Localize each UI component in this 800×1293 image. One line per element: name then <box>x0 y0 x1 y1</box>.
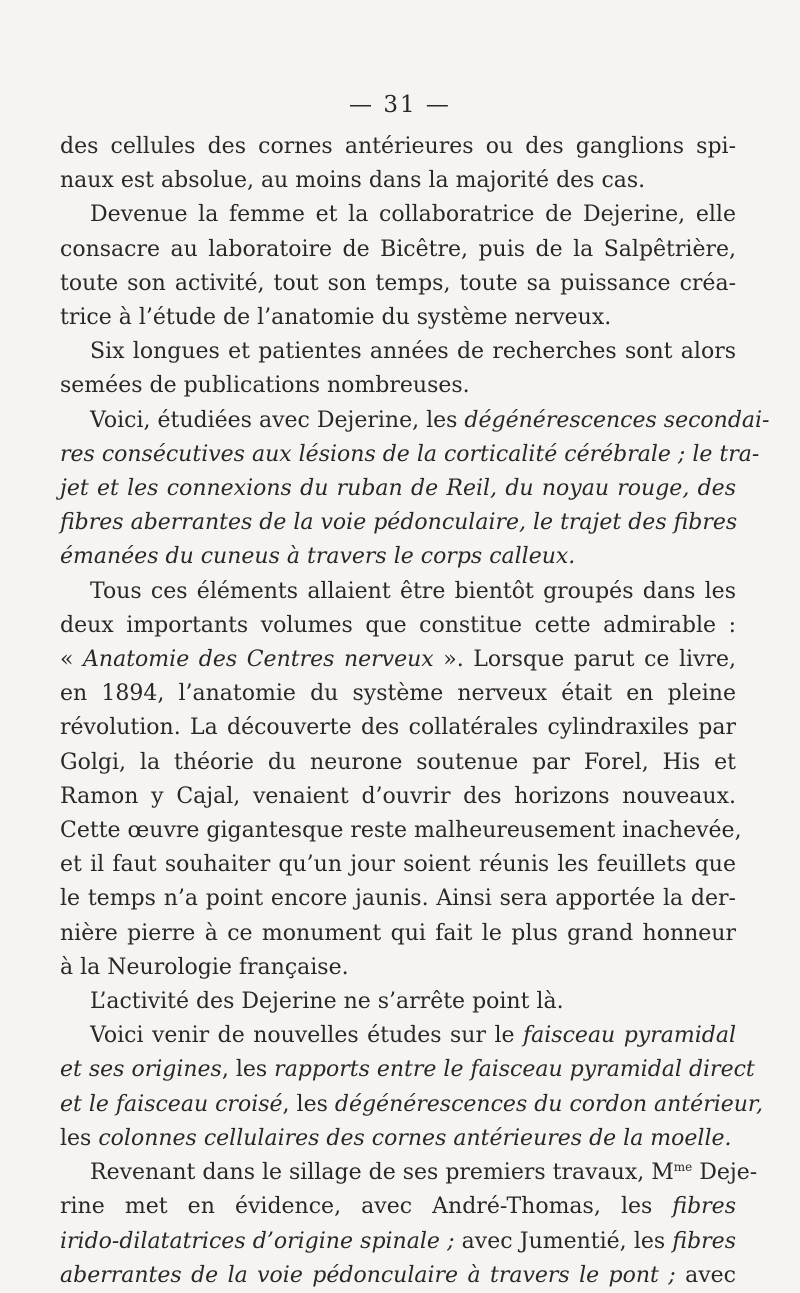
text-run: toute son activité, tout son temps, toute sa puissance créa- <box>60 270 736 296</box>
italic-text: rapports entre le faisceau pyramidal direct <box>274 1057 755 1083</box>
italic-text: fibres <box>672 1194 736 1220</box>
italic-text: colonnes cellulaires des cornes antérieures de la moelle. <box>98 1125 732 1151</box>
italic-text: res consécutives aux lésions de la corticalité cérébrale ; le tra- <box>60 441 760 467</box>
text-line <box>60 233 736 267</box>
text-run: deux importants volumes que constitue cette admirable : <box>60 612 736 638</box>
italic-text: et le faisceau croisé <box>60 1091 283 1117</box>
text-line <box>60 951 736 985</box>
text-run: consacre au laboratoire de Bicêtre, puis de la Salpêtrière, <box>60 236 736 262</box>
text-line <box>60 643 736 677</box>
text-run: , les <box>282 1091 335 1117</box>
text-line <box>60 1019 736 1053</box>
text-line <box>60 267 736 301</box>
italic-text: fibres <box>672 1228 736 1254</box>
text-line <box>60 780 736 814</box>
text-run: le temps n’a point encore jaunis. Ainsi sera apportée la der- <box>60 886 736 912</box>
text-line <box>60 985 736 1019</box>
text-line <box>60 711 736 745</box>
italic-text: faisceau pyramidal <box>523 1023 736 1049</box>
text-run: , les <box>221 1057 275 1083</box>
text-line <box>60 1122 736 1156</box>
text-line <box>60 438 760 472</box>
italic-text: Anatomie des Centres nerveux <box>83 647 434 673</box>
text-run: ». Lorsque parut ce livre, <box>433 647 737 673</box>
text-run: semées de publications nombreuses. <box>60 373 470 399</box>
text-run: trice à l’étude de l’anatomie du système nerveux. <box>60 305 612 331</box>
text-run: Deje- <box>692 1160 758 1186</box>
text-run: en 1894, l’anatomie du système nerveux était en pleine <box>60 681 736 707</box>
text-line <box>60 882 736 916</box>
text-line <box>60 746 736 780</box>
text-line <box>60 1156 758 1190</box>
text-line <box>60 540 736 574</box>
italic-text: émanées du cuneus à travers le corps calleux. <box>60 544 576 570</box>
text-run: Cette œuvre gigantesque reste malheureusement inachevée, <box>60 818 742 844</box>
text-line <box>60 404 770 438</box>
text-line <box>60 301 736 335</box>
text-line <box>60 472 736 506</box>
text-run: Devenue la femme et la collaboratrice de Dejerine, elle <box>90 202 736 228</box>
text-run: nière pierre à ce monument qui fait le plus grand honneur <box>60 920 736 946</box>
text-line <box>60 335 736 369</box>
text-line <box>60 164 736 198</box>
text-run: Revenant dans le sillage de ses premiers travaux, M <box>90 1160 674 1186</box>
text-run: L’activité des Dejerine ne s’arrête point là. <box>90 989 564 1015</box>
italic-text: et ses origines <box>60 1057 222 1083</box>
text-run: Voici venir de nouvelles études sur le <box>90 1023 524 1049</box>
text-line <box>60 1088 764 1122</box>
text-line <box>60 609 736 643</box>
text-line <box>60 369 736 403</box>
text-run: Ramon y Cajal, venaient d’ouvrir des horizons nouveaux. <box>60 783 736 809</box>
text-run: Golgi, la théorie du neurone soutenue par Forel, His et <box>60 749 736 775</box>
text-run: des cellules des cornes antérieures ou des ganglions spi- <box>60 134 736 159</box>
text-line <box>60 1259 736 1293</box>
text-line <box>60 575 736 609</box>
superscript: me <box>673 1160 693 1175</box>
text-line <box>60 1053 755 1087</box>
italic-text: dégénérescences secondai- <box>464 407 770 433</box>
text-run: Six longues et patientes années de recherches sont alors <box>90 339 736 365</box>
text-line <box>60 814 742 848</box>
body-text <box>60 130 770 1293</box>
text-line <box>60 677 736 711</box>
text-run: et il faut souhaiter qu’un jour soient réunis les feuillets que <box>60 852 736 878</box>
italic-text: jet et les connexions du ruban de Reil, du noyau rouge, des <box>60 476 736 502</box>
text-run: Tous ces éléments allaient être bientôt groupés dans les <box>90 578 736 604</box>
page-number: — 31 — <box>349 92 451 118</box>
text-line <box>60 917 736 951</box>
text-run: révolution. La découverte des collatérales cylindraxiles par <box>60 715 736 741</box>
text-line <box>60 130 736 164</box>
text-run: Voici, étudiées avec Dejerine, les <box>90 407 465 433</box>
text-run: avec <box>675 1262 737 1288</box>
italic-text: fibres aberrantes de la voie pédonculaire, le trajet des fibres <box>60 510 738 536</box>
text-run: rine met en évidence, avec André-Thomas, les <box>60 1194 673 1220</box>
text-line <box>60 1190 736 1224</box>
text-run: les <box>60 1125 99 1151</box>
text-line <box>60 848 736 882</box>
italic-text: aberrantes de la voie pédonculaire à travers le pont ; <box>60 1262 676 1288</box>
text-line <box>60 198 736 232</box>
text-run: à la Neurologie française. <box>60 954 349 980</box>
italic-text: dégénérescences du cordon antérieur, <box>334 1091 764 1117</box>
text-run: avec Jumentié, les <box>454 1228 673 1254</box>
text-run: naux est absolue, au moins dans la majorité des cas. <box>60 168 646 194</box>
text-run: « <box>60 647 84 673</box>
text-line <box>60 506 736 540</box>
text-line <box>60 1225 736 1259</box>
italic-text: irido-dilatatrices d’origine spinale ; <box>60 1228 455 1254</box>
